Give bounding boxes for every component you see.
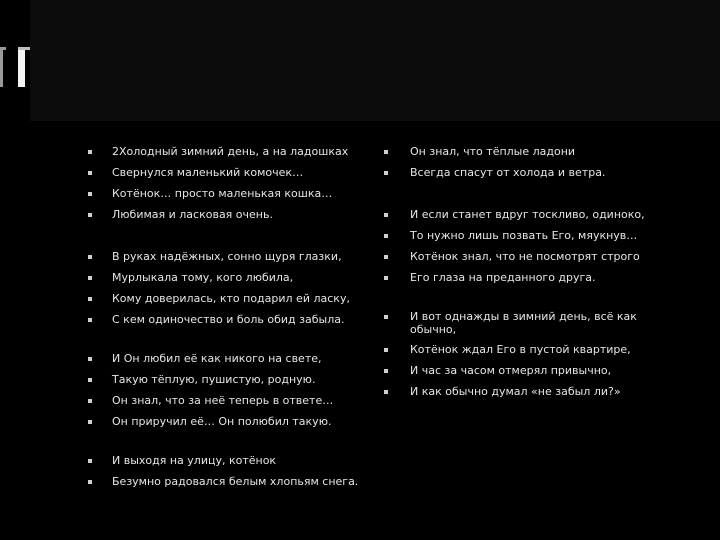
poem-line: 2Холодный зимний день, а на ладошках	[112, 145, 349, 158]
poem-line: И час за часом отмерял привычно,	[410, 364, 612, 377]
bullet-icon	[384, 276, 388, 280]
poem-line: Он знал, что за неё теперь в ответе…	[112, 394, 334, 407]
poem-line: С кем одиночество и боль обид забыла.	[112, 313, 345, 326]
poem-line: И вот однажды в зимний день, всё как обычно,	[410, 310, 637, 336]
poem-line: Его глаза на преданного друга.	[410, 271, 596, 284]
bullet-icon	[384, 315, 388, 319]
poem-line: И Он любил её как никого на свете,	[112, 352, 322, 365]
poem-line: Такую тёплую, пушистую, родную.	[112, 373, 316, 386]
poem-line: Кому доверилась, кто подарил ей ласку,	[112, 292, 350, 305]
poem-line: Любимая и ласковая очень.	[112, 208, 273, 221]
poem-line: И выходя на улицу, котёнок	[112, 454, 277, 467]
poem-line: И как обычно думал «не забыл ли?»	[410, 385, 621, 398]
poem-line: Он знал, что тёплые ладони	[410, 145, 576, 158]
bullet-icon	[384, 171, 388, 175]
bullet-icon	[384, 150, 388, 154]
bullet-icon	[384, 234, 388, 238]
poem-line: Котёнок… просто маленькая кошка…	[112, 187, 333, 200]
poem-line: Он приручил её… Он полюбил такую.	[112, 415, 332, 428]
bullet-icon	[384, 213, 388, 217]
poem-line: Всегда спасут от холода и ветра.	[410, 166, 606, 179]
poem-line: Мурлыкала тому, кого любила,	[112, 271, 294, 284]
poem-line: Котёнок ждал Его в пустой квартире,	[410, 343, 631, 356]
bullet-icon	[384, 390, 388, 394]
bullet-icon	[384, 348, 388, 352]
bullet-icon	[384, 369, 388, 373]
poem-line: И если станет вдруг тоскливо, одиноко,	[410, 208, 645, 221]
poem-line: В руках надёжных, сонно щуря глазки,	[112, 250, 342, 263]
bullet-icon	[384, 255, 388, 259]
poem-line: Безумно радовался белым хлопьям снега.	[112, 475, 359, 488]
poem-line: То нужно лишь позвать Его, мяукнув…	[410, 229, 638, 242]
poem-line: Свернулся маленький комочек…	[112, 166, 304, 179]
poem-line: Котёнок знал, что не посмотрят строго	[410, 250, 640, 263]
